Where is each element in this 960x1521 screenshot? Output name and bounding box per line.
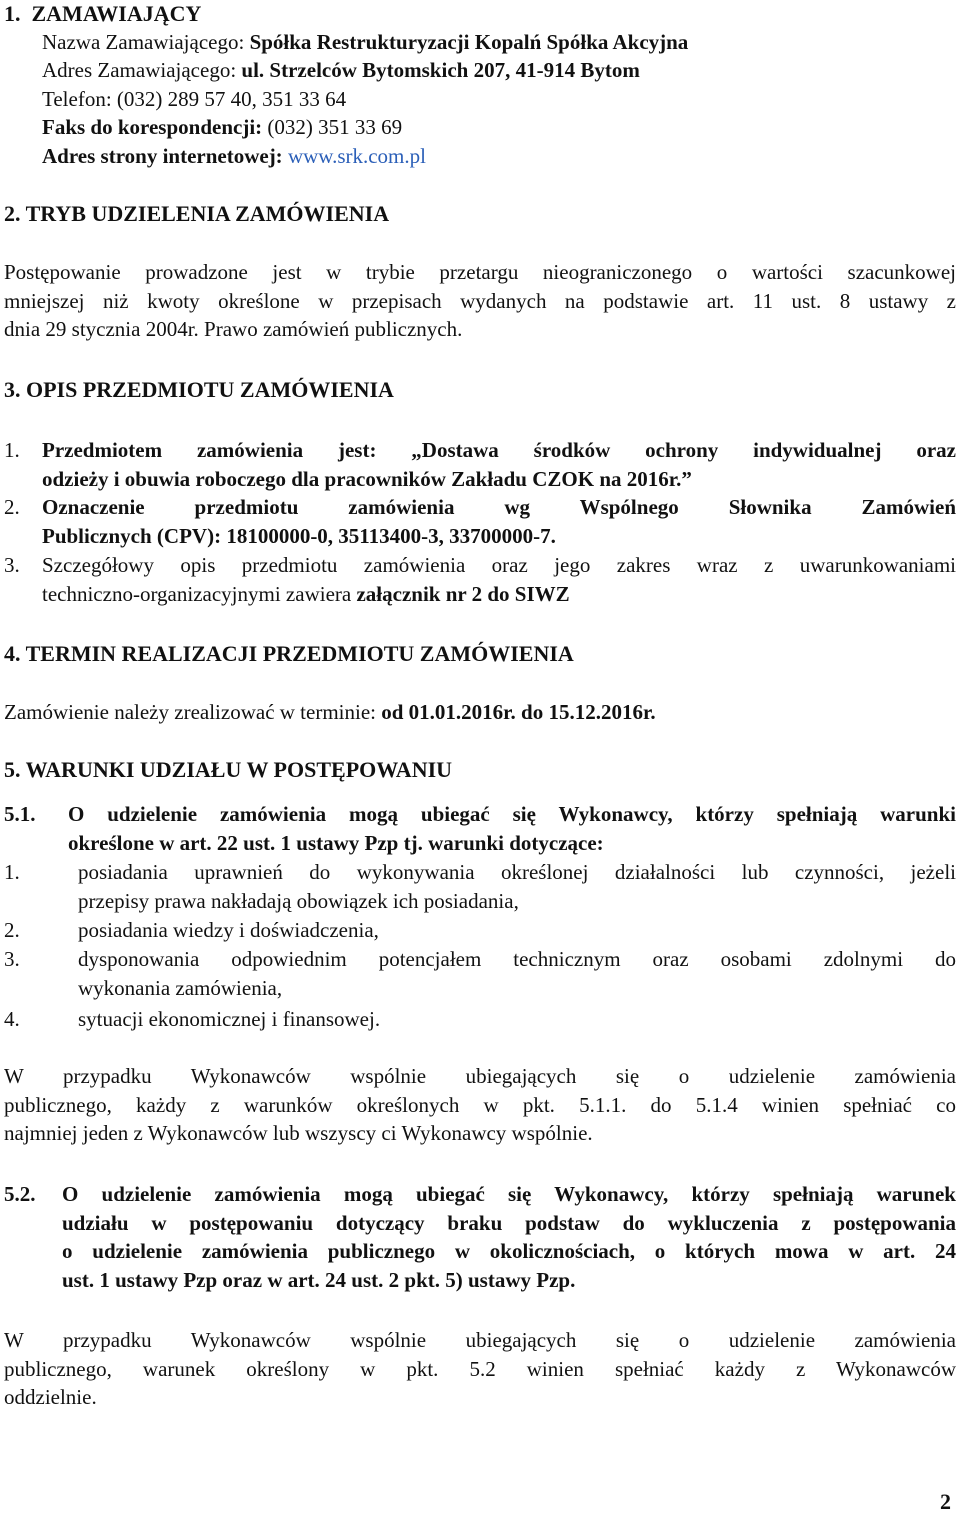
term-dates: od 01.01.2016r. do 15.12.2016r.: [381, 700, 656, 724]
address-value: ul. Strzelców Bytomskich 207, 41-914 Bytom: [241, 58, 640, 82]
condition-1-number: 1.: [4, 860, 20, 884]
fax-label: Faks do korespondencji:: [42, 115, 268, 139]
section-5-heading: 5. WARUNKI UDZIAŁU W POSTĘPOWANIU: [4, 757, 453, 782]
phone-label: Telefon:: [42, 87, 117, 111]
s3-item-2: [42, 493, 956, 550]
phone-line: [42, 85, 346, 114]
condition-2-number: 2.: [4, 918, 20, 942]
paragraph-line: publicznego, warunek określony w pkt. 5.2 winien spełniać każdy z Wykonawców: [4, 1356, 956, 1381]
item-line: [42, 436, 956, 465]
point-line: udziału w postępowaniu dotyczący braku podstaw do wykluczenia z postępowania: [62, 1210, 956, 1235]
contracting-authority-name: [42, 28, 688, 57]
point-line: o udzielenie zamówienia publicznego w okolicznościach, o których mowa w art. 24: [62, 1239, 956, 1263]
attachment-reference: załącznik nr 2 do SIWZ: [356, 581, 570, 606]
fax-line: [42, 113, 402, 142]
paragraph-line: Postępowanie prowadzone jest w trybie przetargu nieograniczonego o wartości szacunkowej: [4, 260, 956, 284]
paragraph-line: dnia 29 stycznia 2004r. Prawo zamówień publicznych.: [4, 317, 463, 341]
name-label: Nazwa Zamawiającego:: [42, 30, 250, 54]
condition-1: [78, 858, 956, 915]
s3-item-2-number: 2.: [4, 495, 20, 519]
paragraph-line: publicznego, każdy z warunków określonych w pkt. 5.1.1. do 5.1.4 winien spełniać co: [4, 1092, 956, 1117]
condition-line: wykonania zamówienia,: [78, 975, 283, 1000]
item-line: [42, 580, 956, 609]
website-label: Adres strony internetowej:: [42, 144, 288, 168]
point-5-1-number: 5.1.: [4, 802, 36, 826]
paragraph-line: W przypadku Wykonawców wspólnie ubiegających się o udzielenie zamówienia: [4, 1328, 956, 1352]
paragraph-line: oddzielnie.: [4, 1385, 97, 1409]
name-value: Spółka Restrukturyzacji Kopalń Spółka Akcyjna: [249, 30, 689, 54]
condition-3-number: 3.: [4, 947, 20, 971]
website-link[interactable]: www.srk.com.pl: [287, 144, 426, 168]
item-1-lead: Przedmiotem zamówienia jest:: [42, 438, 412, 462]
paragraph-line: W przypadku Wykonawców wspólnie ubiegających się o udzielenie zamówienia: [4, 1064, 956, 1088]
page-number: 2: [940, 1489, 951, 1514]
contracting-authority-address: [42, 56, 640, 85]
paragraph-line: najmniej jeden z Wykonawców lub wszyscy ci Wykonawcy wspólnie.: [4, 1121, 593, 1145]
term-lead: Zamówienie należy zrealizować w terminie:: [4, 700, 382, 724]
condition-line: dysponowania odpowiednim potencjałem technicznym oraz osobami zdolnymi do: [78, 947, 956, 971]
point-line: ust. 1 ustawy Pzp oraz w art. 24 ust. 2 pkt. 5) ustawy Pzp.: [62, 1267, 576, 1292]
fax-value: (032) 351 33 69: [267, 115, 403, 139]
condition-2: posiadania wiedzy i doświadczenia,: [78, 918, 379, 942]
condition-4: sytuacji ekonomicznej i finansowej.: [78, 1007, 381, 1031]
item-line: Oznaczenie przedmiotu zamówienia wg Wspólnego Słownika Zamówień: [42, 495, 956, 519]
point-5-1: [68, 800, 956, 857]
section-3-heading: 3. OPIS PRZEDMIOTU ZAMÓWIENIA: [4, 377, 394, 402]
condition-4-number: 4.: [4, 1007, 20, 1031]
point-line: określone w art. 22 ust. 1 ustawy Pzp tj. warunki dotyczące:: [68, 830, 604, 855]
s3-item-3-number: 3.: [4, 553, 20, 577]
s3-item-3: [42, 551, 956, 608]
phone-value: (032) 289 57 40, 351 33 64: [116, 87, 347, 111]
paragraph-line: mniejszej niż kwoty określone w przepisach wydanych na podstawie art. 11 ust. 8 ustawy z: [4, 288, 956, 313]
section-2-heading: 2. TRYB UDZIELENIA ZAMÓWIENIA: [4, 201, 390, 226]
point-line: O udzielenie zamówienia mogą ubiegać się Wykonawcy, którzy spełniają warunek: [62, 1182, 956, 1206]
joint-bidders-paragraph-1: [4, 1062, 956, 1148]
item-line: Publicznych (CPV): 18100000-0, 35113400-3, 33700000-7.: [42, 523, 556, 548]
item-line: Szczegółowy opis przedmiotu zamówienia oraz jego zakres wraz z uwarunkowaniami: [42, 553, 956, 577]
condition-line: przepisy prawa nakładają obowiązek ich posiadania,: [78, 888, 519, 913]
condition-3: [78, 945, 956, 1002]
address-label: Adres Zamawiającego:: [42, 58, 242, 82]
s3-item-1-number: 1.: [4, 438, 20, 462]
point-5-2: [62, 1180, 956, 1294]
joint-bidders-paragraph-2: [4, 1326, 956, 1412]
point-line: O udzielenie zamówienia mogą ubiegać się Wykonawcy, którzy spełniają warunki: [68, 802, 956, 826]
item-1-title: „Dostawa środków ochrony indywidualnej oraz: [411, 438, 956, 462]
website-line: [42, 142, 426, 171]
item-3-lead: techniczno-organizacyjnymi zawiera: [42, 581, 357, 606]
condition-line: posiadania uprawnień do wykonywania określonej działalności lub czynności, jeżeli: [78, 860, 956, 884]
section-4-heading: 4. TERMIN REALIZACJI PRZEDMIOTU ZAMÓWIENIA: [4, 641, 574, 666]
point-5-2-number: 5.2.: [4, 1182, 36, 1206]
s3-item-1: [42, 436, 956, 493]
item-line: odzieży i obuwia roboczego dla pracowników Zakładu CZOK na 2016r.”: [42, 466, 692, 491]
section-4-text: [4, 698, 656, 727]
section-2-paragraph: [4, 258, 956, 344]
section-1-heading: 1. ZAMAWIAJĄCY: [4, 1, 202, 26]
